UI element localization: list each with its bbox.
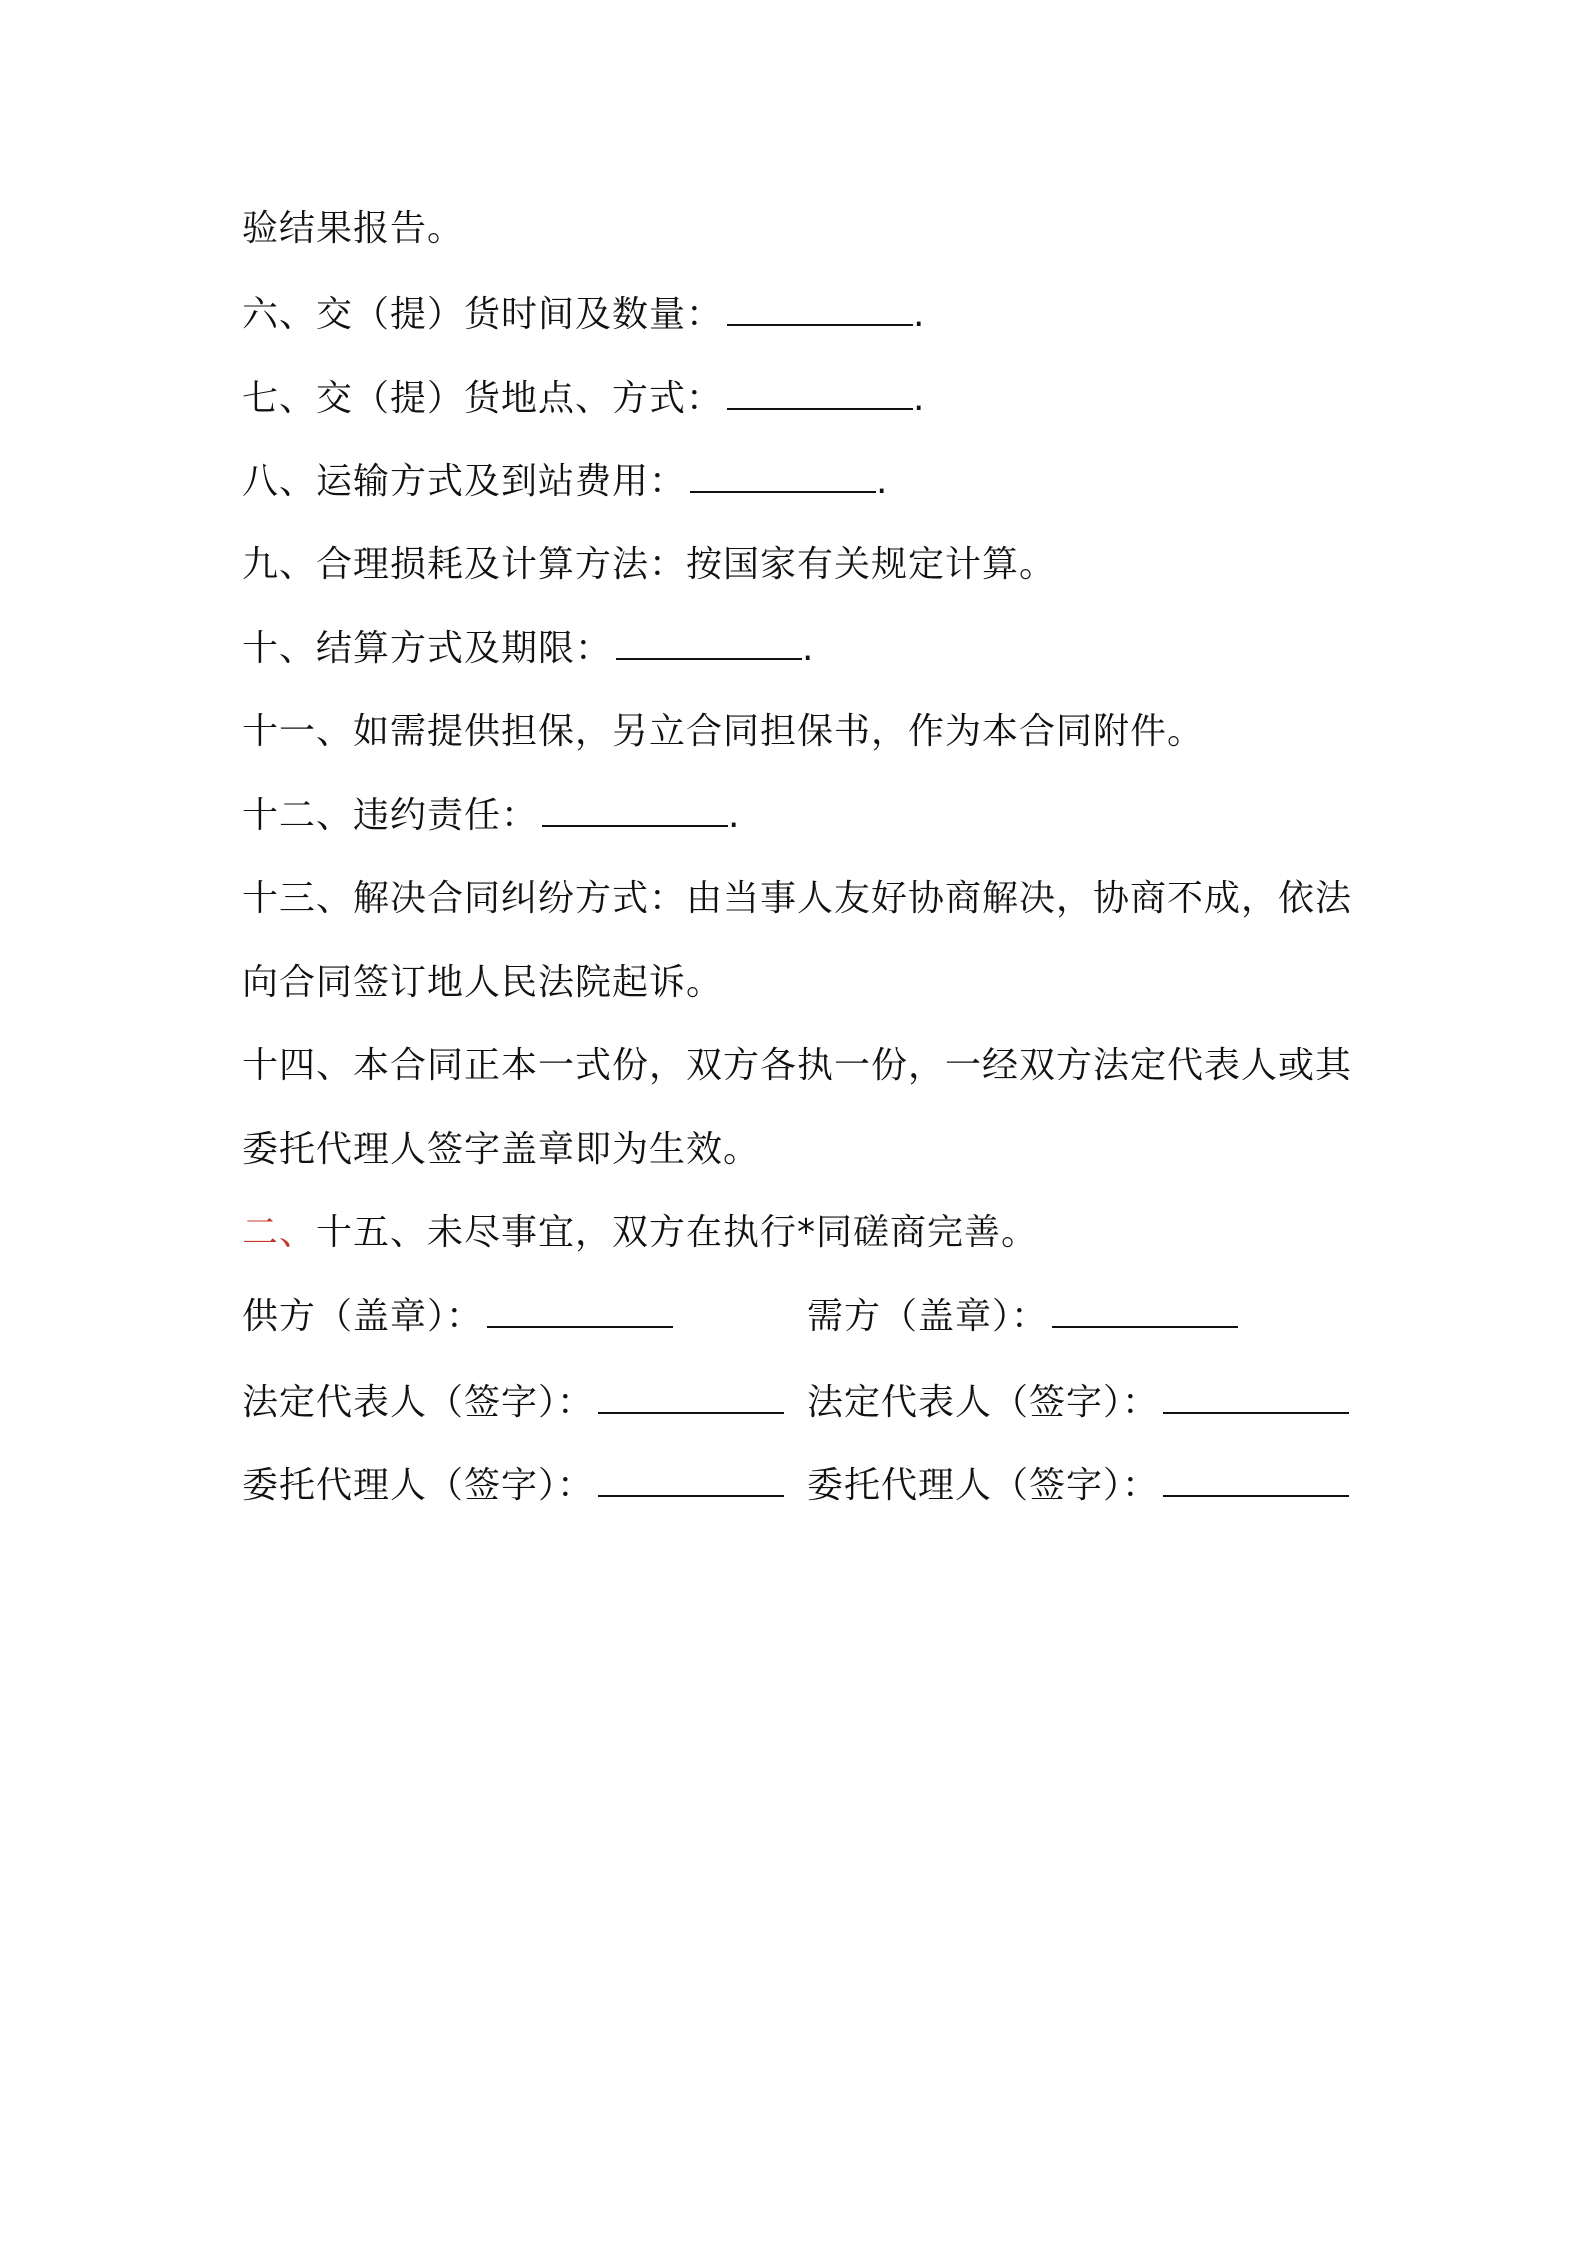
supplier-representative [242,1379,784,1427]
clause-text: 十一、如需提供担保，另立合同担保书，作为本合同附件。 [242,711,1205,752]
clause-suffix: . [728,795,741,836]
clause-7 [242,375,1362,423]
signature-row-representative [242,1379,1362,1427]
clause-13-line-1 [242,875,1362,923]
clause-text: 向合同签订地人民法院起诉。 [242,962,724,1003]
clause-text: 十三、解决合同纠纷方式：由当事人友好协商解决，协商不成，依法 [242,878,1353,919]
supplier-seal [242,1293,673,1341]
text-line-1 [242,205,1362,253]
clause-text: 十五、未尽事宜，双方在执行*同磋商完善。 [316,1212,1039,1253]
supplier-seal-blank[interactable] [487,1296,673,1328]
supplier-rep-blank[interactable] [598,1382,784,1414]
clause-6 [242,291,1362,339]
supplier-agent-blank[interactable] [598,1465,784,1497]
blank-field[interactable] [727,378,913,410]
buyer-representative [807,1379,1349,1427]
clause-suffix: . [876,461,889,502]
clause-text: 七、交（提）货地点、方式： [242,378,724,419]
supplier-agent-label: 委托代理人（签字）： [242,1465,595,1506]
supplier-seal-label: 供方（盖章）： [242,1296,484,1337]
blank-field[interactable] [690,461,876,493]
signature-row-agent [242,1462,1362,1510]
buyer-rep-blank[interactable] [1163,1382,1349,1414]
clause-13-line-2 [242,959,1362,1007]
line-text: 验结果报告。 [242,208,465,249]
clause-text: 八、运输方式及到站费用： [242,461,687,502]
buyer-agent [807,1462,1349,1510]
clause-text: 六、交（提）货时间及数量： [242,294,724,335]
clause-9 [242,541,1362,589]
blank-field[interactable] [616,628,802,660]
buyer-seal [807,1293,1238,1341]
clause-suffix: . [913,378,926,419]
clause-text: 十二、违约责任： [242,795,539,836]
clause-text: 十四、本合同正本一式份，双方各执一份，一经双方法定代表人或其 [242,1045,1353,1086]
signature-row-seal [242,1293,1362,1341]
clause-suffix: . [913,294,926,335]
clause-prefix: 二、 [242,1212,317,1253]
clause-11 [242,708,1362,756]
buyer-rep-label: 法定代表人（签字）： [807,1382,1160,1423]
supplier-rep-label: 法定代表人（签字）： [242,1382,595,1423]
buyer-agent-blank[interactable] [1163,1465,1349,1497]
clause-8 [242,458,1362,506]
clause-text: 九、合理损耗及计算方法：按国家有关规定计算。 [242,544,1057,585]
blank-field[interactable] [542,795,728,827]
clause-text: 十、结算方式及期限： [242,628,613,669]
clause-text: 委托代理人签字盖章即为生效。 [242,1129,761,1170]
blank-field[interactable] [727,294,913,326]
clause-14-line-1 [242,1042,1362,1090]
clause-suffix: . [802,628,815,669]
clause-14-line-2 [242,1126,1362,1174]
buyer-seal-label: 需方（盖章）： [807,1296,1049,1337]
buyer-agent-label: 委托代理人（签字）： [807,1465,1160,1506]
buyer-seal-blank[interactable] [1052,1296,1238,1328]
supplier-agent [242,1462,784,1510]
clause-15 [242,1209,1362,1257]
clause-10 [242,625,1362,673]
clause-12 [242,792,1362,840]
